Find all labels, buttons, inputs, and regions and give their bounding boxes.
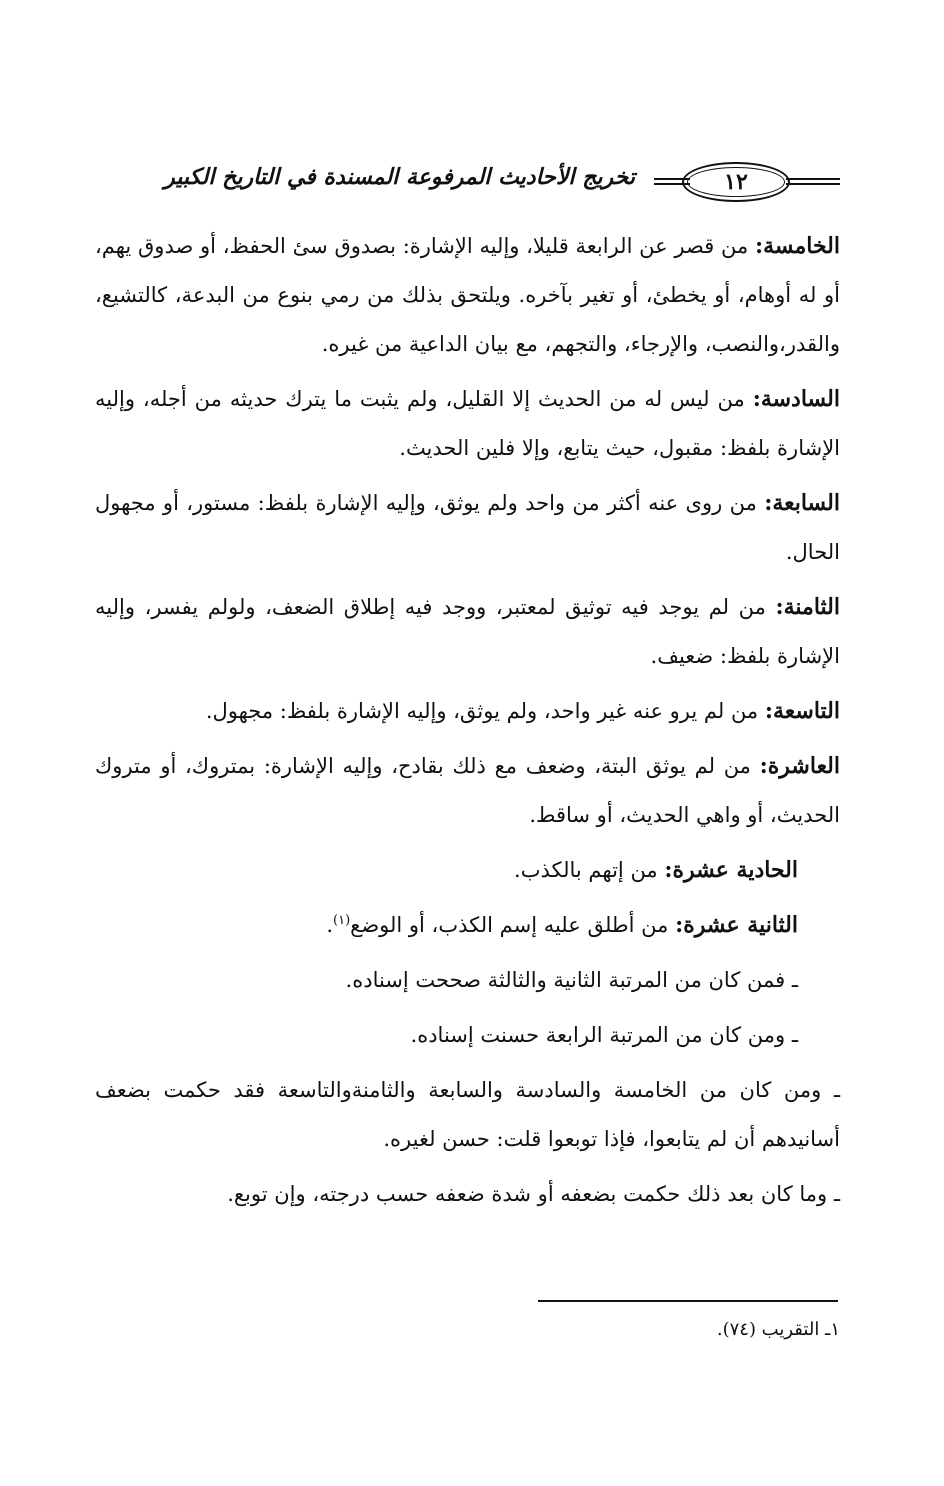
rank-term: الخامسة: — [754, 233, 840, 259]
rank-term: الحادية عشرة: — [664, 857, 798, 883]
paragraph — [95, 1011, 840, 1060]
paragraph — [95, 956, 840, 1005]
paragraph — [95, 375, 840, 473]
paragraph-text: ـ ومن كان من المرتبة الرابعة حسنت إسناده. — [410, 1023, 798, 1047]
paragraph-text: من لم يوجد فيه توثيق لمعتبر، ووجد فيه إطلاق الضعف، ولولم يفسر، وإليه الإشارة بلفظ: ضعيف. — [95, 595, 840, 668]
paragraph — [95, 1170, 840, 1219]
page-header — [95, 158, 840, 208]
rank-term: السادسة: — [752, 386, 840, 412]
paragraph-text: من قصر عن الرابعة قليلا، وإليه الإشارة: بصدوق سئ الحفظ، أو صدوق يهم، أو له أوهام، أو يخطئ، أو تغير بآخره. ويلتحق بذلك من رمي بنوع من البدعة، كالتشيع، والقدر،والنصب، والإرجاء، والتجهم، مع بيان الداعية من غيره. — [95, 234, 840, 356]
paragraph-text: من لم يرو عنه غير واحد، ولم يوثق، وإليه الإشارة بلفظ: مجهول. — [205, 699, 765, 723]
paragraph-text-end: . — [326, 913, 333, 937]
paragraph-text: من روى عنه أكثر من واحد ولم يوثق، وإليه الإشارة بلفظ: مستور، أو مجهول الحال. — [95, 491, 840, 564]
rank-term: التاسعة: — [764, 698, 840, 724]
paragraph — [95, 222, 840, 369]
footnote-separator — [538, 1300, 838, 1302]
paragraph — [95, 687, 840, 736]
rank-term: الثامنة: — [775, 594, 840, 620]
page-number-badge — [682, 162, 790, 202]
paragraph — [95, 479, 840, 577]
paragraph-text: من لم يوثق البتة، وضعف مع ذلك بقادح، وإليه الإشارة: بمتروك، أو متروك الحديث، أو واهي الحديث، أو ساقط. — [95, 754, 840, 827]
header-rule-right — [786, 178, 840, 185]
paragraph-text: ـ ومن كان من الخامسة والسادسة والسابعة والثامنةوالتاسعة فقد حكمت بضعف أسانيدهم أن لم يتابعوا، فإذا توبعوا قلت: حسن لغيره. — [95, 1078, 840, 1151]
paragraph — [95, 1066, 840, 1164]
paragraph — [95, 742, 840, 840]
paragraph-text: من إتهم بالكذب. — [514, 858, 665, 882]
paragraph-text: ـ فمن كان من المرتبة الثانية والثالثة صححت إسناده. — [345, 968, 798, 992]
rank-term: السابعة: — [764, 490, 840, 516]
running-title: تخريج الأحاديث المرفوعة المسندة في التاريخ الكبير — [164, 164, 635, 190]
paragraph-text: من ليس له من الحديث إلا القليل، ولم يثبت ما يترك حديثه من أجله، وإليه الإشارة بلفظ: مقبول، حيث يتابع، وإلا فلين الحديث. — [95, 387, 840, 460]
paragraph — [95, 846, 840, 895]
page-number: ١٢ — [724, 169, 748, 195]
body-text — [95, 222, 840, 1225]
paragraph — [95, 583, 840, 681]
rank-term: العاشرة: — [759, 753, 840, 779]
header-rule-middle — [654, 178, 690, 185]
paragraph — [95, 901, 840, 950]
paragraph-text: ـ وما كان بعد ذلك حكمت بضعفه أو شدة ضعفه حسب درجته، وإن توبع. — [227, 1182, 840, 1206]
paragraph-text: من أطلق عليه إسم الكذب، أو الوضع — [350, 913, 676, 937]
footnote-reference[interactable]: (١) — [333, 913, 351, 928]
footnote: ١ـ التقريب (٧٤). — [716, 1319, 840, 1340]
rank-term: الثانية عشرة: — [675, 912, 798, 938]
